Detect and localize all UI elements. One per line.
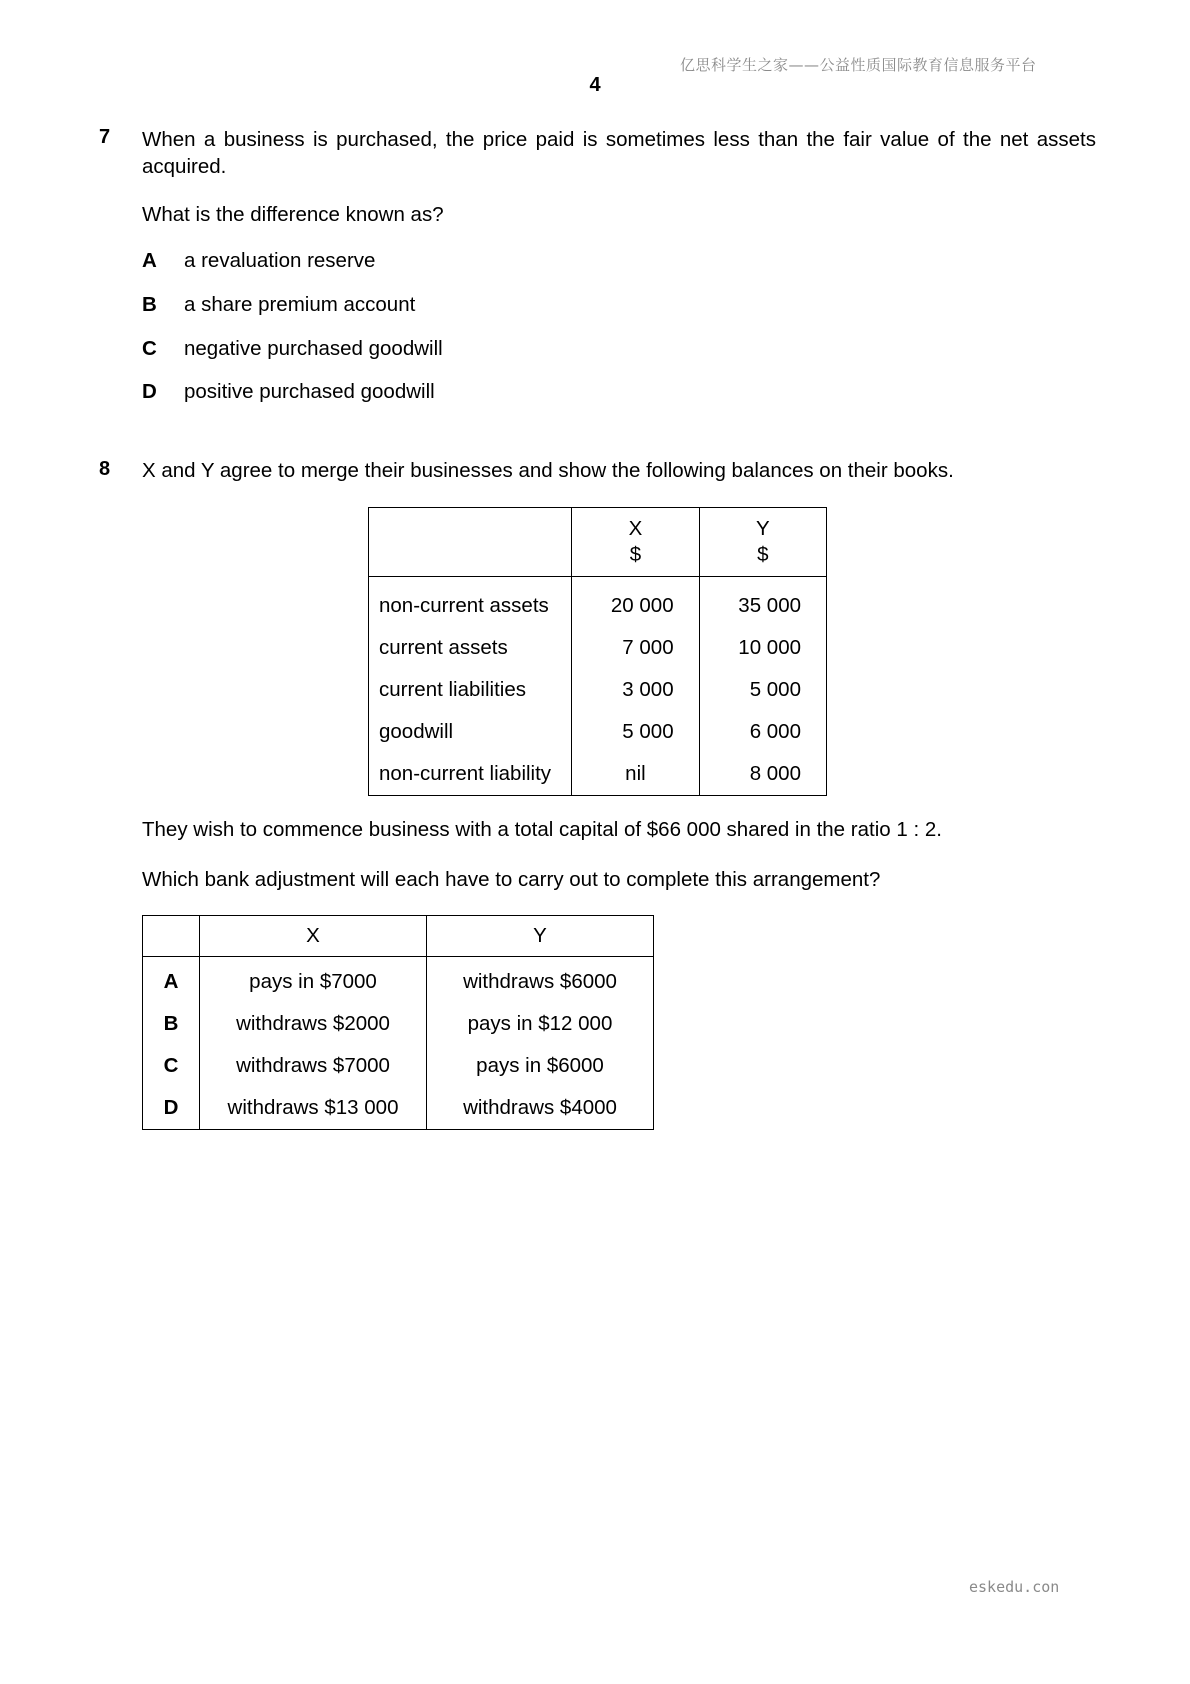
answer-header-y: Y [427, 916, 654, 957]
option-x: withdraws $7000 [200, 1045, 427, 1087]
footer-watermark: eskedu.con [969, 1578, 1060, 1596]
table-row [369, 753, 827, 796]
answer-option-a[interactable] [143, 957, 654, 1004]
answer-option-c[interactable] [143, 1045, 654, 1087]
balances-header-y [699, 508, 826, 577]
balances-header-x [572, 508, 699, 577]
row-label: current liabilities [369, 669, 572, 711]
table-row [369, 627, 827, 669]
table-row [369, 669, 827, 711]
answer-option-d[interactable] [143, 1087, 654, 1130]
answer-header-blank [143, 916, 200, 957]
balances-header-blank [369, 508, 572, 577]
option-y: withdraws $4000 [427, 1087, 654, 1130]
table-row [369, 577, 827, 628]
answer-options-table [142, 915, 654, 1130]
option-letter: C [142, 337, 157, 360]
row-y-value: 10 000 [699, 627, 826, 669]
option-y: pays in $6000 [427, 1045, 654, 1087]
row-y-value: 5 000 [699, 669, 826, 711]
question-7-stem: When a business is purchased, the price paid is sometimes less than the fair value of the net assets acquired. [142, 128, 1096, 178]
question-8-prompt: Which bank adjustment will each have to carry out to complete this arrangement? [142, 868, 881, 891]
row-label: non-current liability [369, 753, 572, 796]
row-y-value: 8 000 [699, 753, 826, 796]
header-name: Y [755, 517, 770, 540]
row-label: non-current assets [369, 577, 572, 628]
header-unit: $ [629, 543, 642, 566]
row-x-value: 7 000 [572, 627, 699, 669]
question-7-option-b[interactable] [142, 293, 415, 317]
question-8-stem: X and Y agree to merge their businesses and show the following balances on their books. [142, 459, 954, 482]
header-watermark: 亿思科学生之家——公益性质国际教育信息服务平台 [680, 56, 1037, 74]
row-x-value: 5 000 [572, 711, 699, 753]
question-7-option-d[interactable] [142, 380, 435, 404]
row-x-value: 20 000 [572, 577, 699, 628]
option-text: a share premium account [184, 293, 416, 316]
option-text: a revaluation reserve [184, 249, 376, 272]
option-text: positive purchased goodwill [184, 380, 435, 403]
page-number: 4 [589, 74, 601, 96]
option-y: withdraws $6000 [427, 957, 654, 1004]
question-8-number: 8 [99, 458, 111, 480]
option-letter: B [143, 1003, 200, 1045]
option-letter: A [142, 249, 157, 272]
row-label: current assets [369, 627, 572, 669]
option-y: pays in $12 000 [427, 1003, 654, 1045]
option-text: negative purchased goodwill [184, 337, 443, 360]
option-x: pays in $7000 [200, 957, 427, 1004]
option-letter: A [143, 957, 200, 1004]
row-x-value: 3 000 [572, 669, 699, 711]
option-x: withdraws $2000 [200, 1003, 427, 1045]
option-letter: C [143, 1045, 200, 1087]
option-letter: D [142, 380, 157, 403]
question-7-option-a[interactable] [142, 249, 375, 273]
question-7-prompt: What is the difference known as? [142, 203, 444, 226]
table-row [369, 711, 827, 753]
question-7-number: 7 [99, 126, 111, 148]
option-letter: D [143, 1087, 200, 1130]
question-7-option-c[interactable] [142, 337, 443, 361]
balances-table [368, 507, 827, 796]
row-y-value: 6 000 [699, 711, 826, 753]
header-name: X [628, 517, 643, 540]
option-x: withdraws $13 000 [200, 1087, 427, 1130]
row-y-value: 35 000 [699, 577, 826, 628]
answer-header-x: X [200, 916, 427, 957]
row-label: goodwill [369, 711, 572, 753]
row-x-value: nil [572, 753, 699, 796]
header-unit: $ [757, 543, 769, 566]
question-8-info: They wish to commence business with a total capital of $66 000 shared in the ratio 1 : 2. [142, 818, 942, 841]
option-letter: B [142, 293, 157, 316]
answer-option-b[interactable] [143, 1003, 654, 1045]
